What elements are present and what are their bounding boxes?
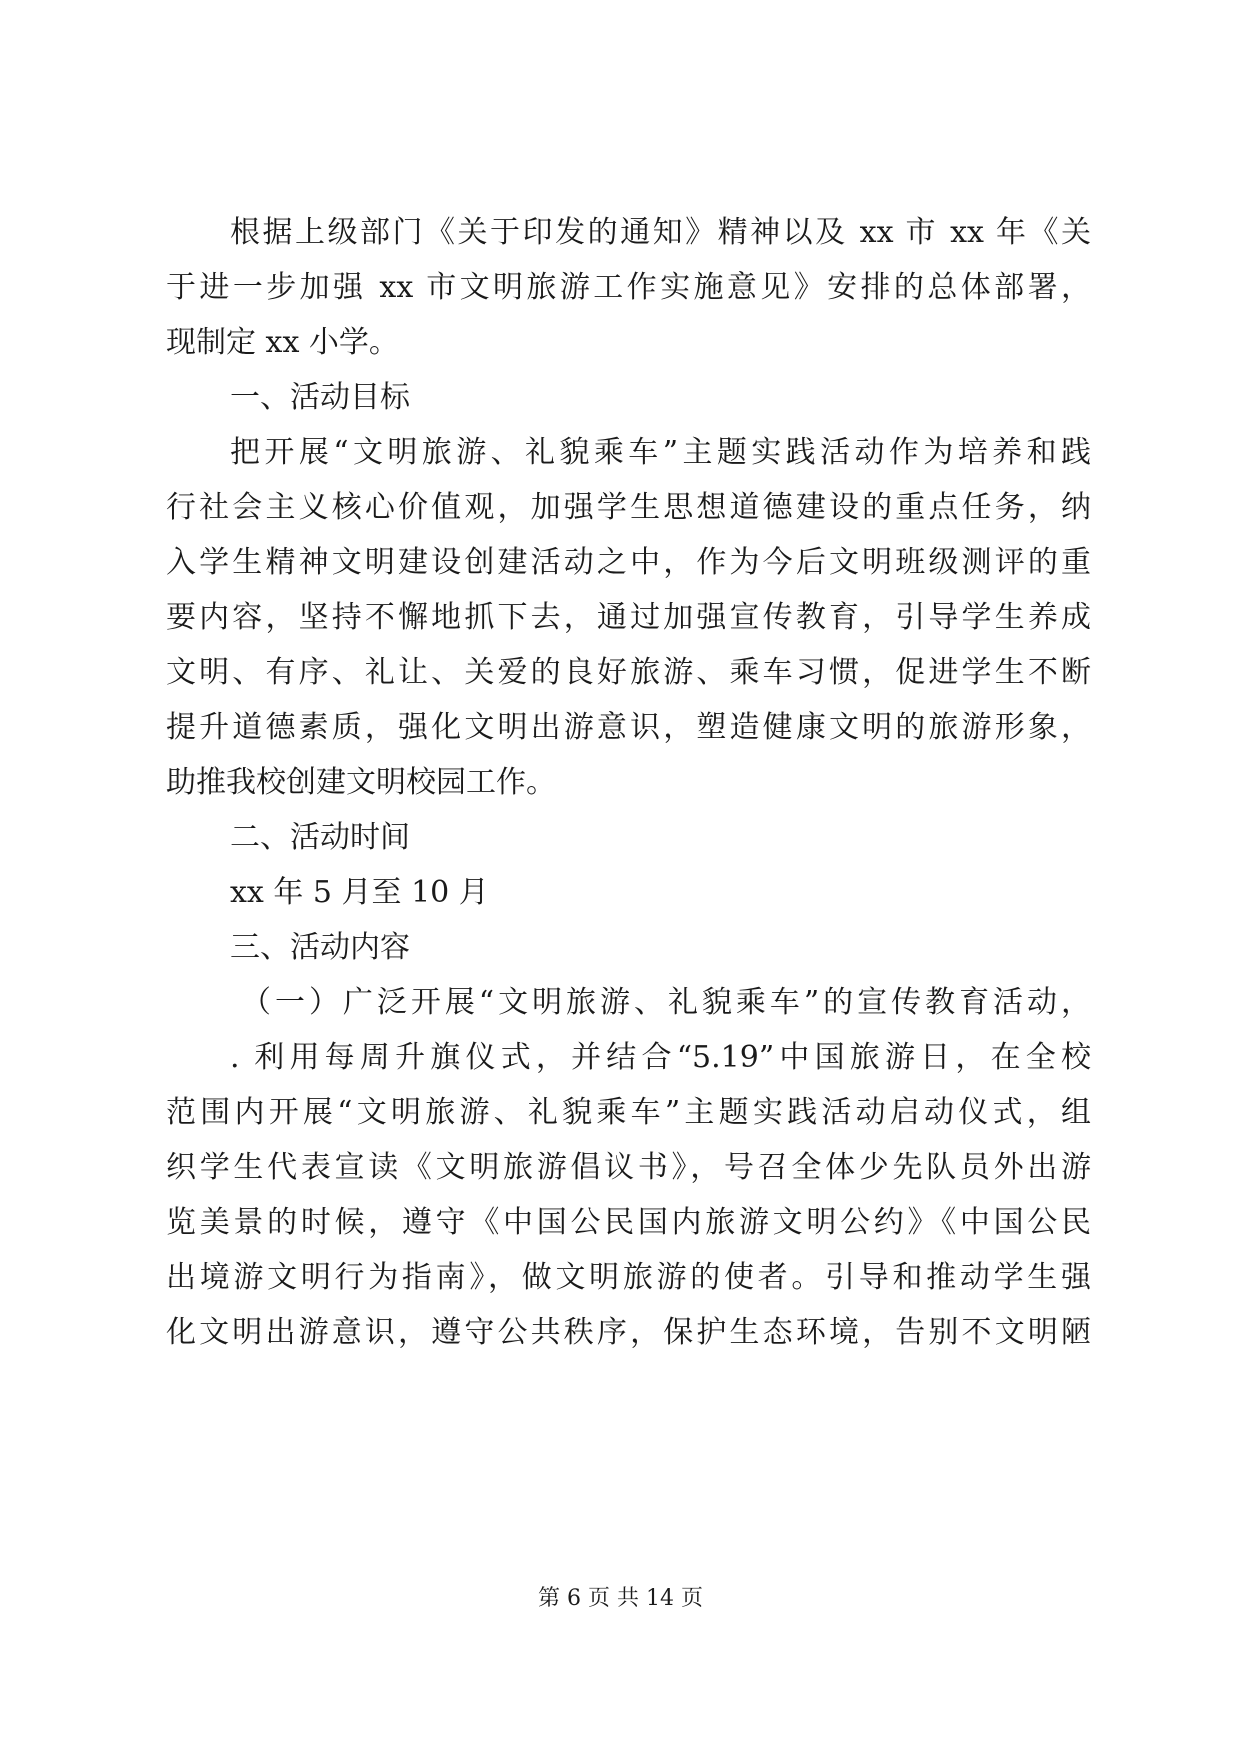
paragraph-line-11: 助推我校创建文明校园工作。 — [166, 765, 556, 800]
paragraph-line-16: . 利用每周升旗仪式，并结合“5.19”中国旅游日，在全校 — [230, 1040, 1091, 1075]
section-heading-goals: 一、活动目标 — [230, 380, 410, 415]
section-heading-time: 二、活动时间 — [230, 820, 410, 855]
paragraph-line-20: 出境游文明行为指南》，做文明旅游的使者。引导和推动学生强 — [166, 1260, 1091, 1295]
paragraph-line-5: 把开展“文明旅游、礼貌乘车”主题实践活动作为培养和践 — [230, 435, 1091, 470]
paragraph-line-1: 根据上级部门《关于印发的通知》精神以及 xx 市 xx 年《关 — [230, 215, 1091, 250]
paragraph-line-21: 化文明出游意识，遵守公共秩序，保护生态环境，告别不文明陋 — [166, 1315, 1091, 1350]
paragraph-line-18: 织学生代表宣读《文明旅游倡议书》，号召全体少先队员外出游 — [166, 1150, 1091, 1185]
paragraph-line-8: 要内容，坚持不懈地抓下去，通过加强宣传教育，引导学生养成 — [166, 600, 1091, 635]
paragraph-line-10: 提升道德素质，强化文明出游意识，塑造健康文明的旅游形象， — [166, 710, 1091, 745]
paragraph-line-17: 范围内开展“文明旅游、礼貌乘车”主题实践活动启动仪式，组 — [166, 1095, 1091, 1130]
paragraph-line-time: xx 年 5 月至 10 月 — [230, 875, 489, 910]
paragraph-line-9: 文明、有序、礼让、关爱的良好旅游、乘车习惯，促进学生不断 — [166, 655, 1091, 690]
page-number-footer: 第 6 页 共 14 页 — [538, 1586, 703, 1611]
paragraph-line-7: 入学生精神文明建设创建活动之中，作为今后文明班级测评的重 — [166, 545, 1091, 580]
section-heading-content: 三、活动内容 — [230, 930, 410, 965]
paragraph-line-6: 行社会主义核心价值观，加强学生思想道德建设的重点任务，纳 — [166, 490, 1091, 525]
paragraph-line-2: 于进一步加强 xx 市文明旅游工作实施意见》安排的总体部署， — [166, 270, 1091, 305]
subsection-heading-1: （一）广泛开展“文明旅游、礼貌乘车”的宣传教育活动， — [241, 985, 1091, 1020]
paragraph-line-3: 现制定 xx 小学。 — [166, 325, 399, 360]
paragraph-line-19: 览美景的时候，遵守《中国公民国内旅游文明公约》《中国公民 — [166, 1205, 1091, 1240]
